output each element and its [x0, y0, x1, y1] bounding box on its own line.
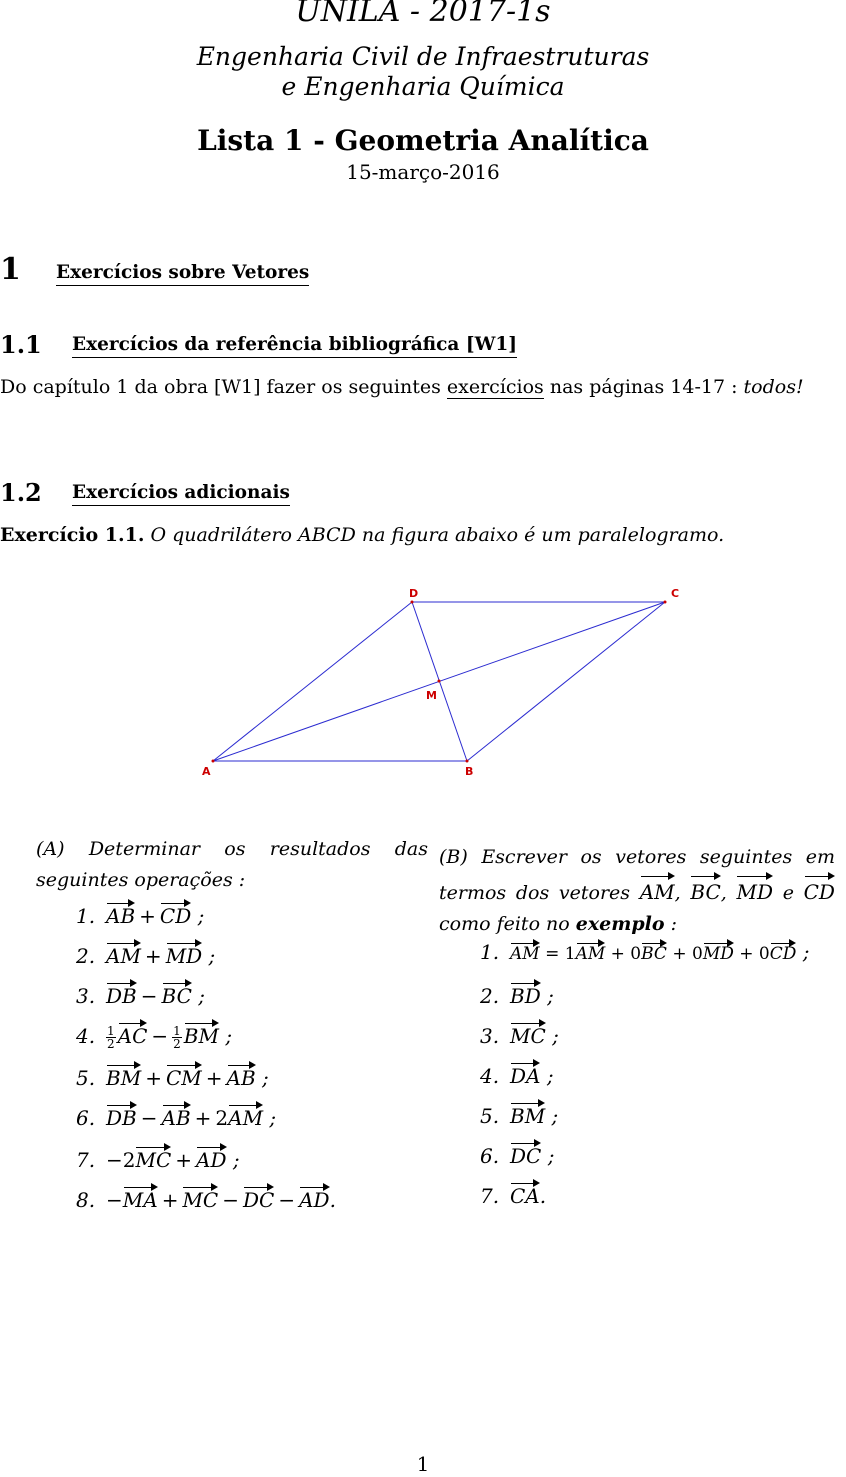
page-number: 1: [416, 1452, 430, 1476]
label-d: D: [409, 587, 419, 600]
part-b-item-3: 3. MC ;: [480, 1020, 559, 1048]
header-date: 15-março-2016: [346, 160, 500, 184]
point-b: [466, 760, 469, 763]
part-a-intro: (A) Determinar os resultados das seguintes operações :: [36, 838, 428, 891]
italic-word: todos!: [743, 376, 804, 398]
part-b-intro-text: (B) Escrever os vetores seguintes em termos dos vetores: [439, 846, 835, 904]
part-a-item-4: 4. $\frac{1}{2}$ AC − $\frac{1}{2}$ BM ;: [76, 1020, 232, 1050]
side-bc: [467, 602, 665, 761]
part-a-item-2: 2. AM + MD ;: [76, 940, 215, 968]
parallelogram-figure: [0, 570, 846, 790]
part-b-intro: (B) Escrever os vetores seguintes em termos dos vetores AM, BC, MD e CD como feito no exemplo :: [439, 846, 835, 935]
exercise-label: Exercício 1.1.: [0, 524, 145, 546]
point-c: [664, 601, 667, 604]
header-course-1: Engenharia Civil de Infraestruturas: [196, 42, 650, 71]
page-title: Lista 1 - Geometria Analítica: [197, 124, 649, 157]
part-a-item-8: 8. −MA + MC − DC − AD.: [76, 1184, 336, 1212]
part-b-item-6: 6. DC ;: [480, 1140, 554, 1168]
underlined-word: exercícios: [446, 376, 544, 398]
label-c: C: [671, 587, 680, 600]
header-course-2: e Engenharia Química: [281, 72, 565, 101]
point-d: [411, 601, 414, 604]
part-a-item-1: 1. AB + CD ;: [76, 900, 204, 928]
paragraph-text: Do capítulo 1 da obra [W1] fazer os seguintes: [0, 376, 447, 398]
section-number: 1: [0, 252, 21, 287]
part-a-item-6: 6. DB − AB + 2AM ;: [76, 1102, 276, 1130]
part-b-item-4: 4. DA ;: [480, 1060, 554, 1088]
subsection-title-1-1: Exercícios da referência bibliográfica [W1]: [72, 334, 517, 358]
label-a: A: [202, 765, 211, 778]
part-a-item-7: 7. −2MC + AD ;: [76, 1144, 240, 1172]
label-m: M: [426, 689, 437, 702]
example-bold: exemplo: [575, 913, 665, 935]
section-title: Exercícios sobre Vetores: [56, 262, 309, 286]
subsection-number-1-2: 1.2: [0, 478, 42, 507]
point-m: [438, 680, 441, 683]
part-a-item-3: 3. DB − BC ;: [76, 980, 205, 1008]
label-b: B: [465, 765, 474, 778]
paragraph-text: nas páginas 14-17 :: [543, 376, 744, 398]
exercise-text: O quadrilátero ABCD na figura abaixo é um paralelogramo.: [150, 524, 725, 546]
part-b-item-2: 2. BD ;: [480, 980, 554, 1008]
subsection-number-1-1: 1.1: [0, 330, 42, 359]
side-da: [213, 602, 412, 761]
header-institution: UNILA - 2017-1s: [295, 0, 551, 29]
part-b-item-1: 1. AM = 1AM + 0BC + 0MD + 0CD ;: [480, 940, 810, 964]
part-b-item-5: 5. BM ;: [480, 1100, 558, 1128]
part-a-item-5: 5. BM + CM + AB ;: [76, 1062, 269, 1090]
subsection-title-1-2: Exercícios adicionais: [72, 482, 290, 506]
part-b-item-7: 7. CA.: [480, 1180, 546, 1208]
point-a: [212, 760, 215, 763]
exercise-statement: [0, 524, 724, 546]
paragraph-1-1: [0, 376, 804, 398]
